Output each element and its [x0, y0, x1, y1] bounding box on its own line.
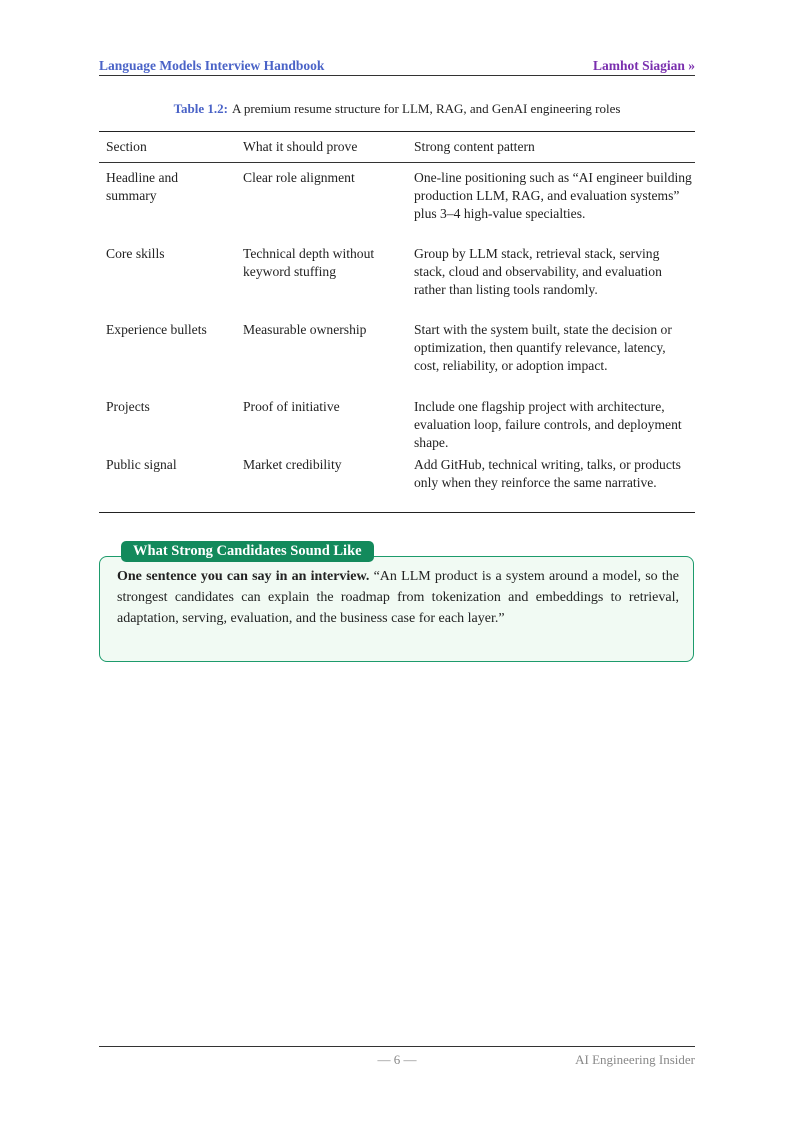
table-caption [99, 101, 695, 117]
column-header-section: Section [106, 139, 147, 154]
cell-pattern: One-line positioning such as “AI engineer building production LLM, RAG, and evaluation systems” plus 3–4 high-value specialties. [414, 170, 692, 222]
cell-section: Core skills [106, 246, 165, 261]
table-row [99, 315, 695, 392]
cell-section: Public signal [106, 457, 177, 472]
cell-section: Experience bullets [106, 322, 207, 337]
header-author: Lamhot Siagian » [592, 58, 695, 73]
callout-lead: One sentence you can say in an interview. [117, 569, 370, 584]
callout-body [117, 567, 679, 629]
resume-structure-table [99, 131, 695, 513]
callout-quote: “An LLM product is a system around a model, so the strongest candidates can explain the roadmap from tokenization and embeddings to retrieval, adaptation, serving, evaluation, and the business case for each layer.” [117, 569, 679, 626]
cell-section: Projects [106, 399, 150, 414]
page-number: — 6 — [377, 1052, 417, 1067]
cell-pattern: Add GitHub, technical writing, talks, or products only when they reinforce the same narrative. [414, 457, 681, 491]
header-book-title: Language Models Interview Handbook [99, 58, 325, 73]
cell-prove: Clear role alignment [243, 170, 355, 185]
table-caption-text: A premium resume structure for LLM, RAG, and GenAI engineering roles [231, 101, 621, 116]
column-header-prove: What it should prove [243, 139, 358, 154]
table-row [99, 163, 695, 239]
table-header-row [99, 132, 695, 163]
cell-prove: Proof of initiative [243, 399, 340, 414]
column-header-pattern: Strong content pattern [414, 139, 535, 154]
cell-pattern: Group by LLM stack, retrieval stack, serving stack, cloud and observability, and evaluation rather than listing tools randomly. [414, 246, 662, 298]
cell-pattern: Include one flagship project with architecture, evaluation loop, failure controls, and deployment shape. [414, 399, 682, 451]
table-row [99, 450, 695, 512]
callout-title: What Strong Candidates Sound Like [121, 541, 374, 562]
table-row [99, 392, 695, 450]
cell-section: Headline and summary [106, 170, 179, 204]
table-row [99, 239, 695, 315]
cell-pattern: Start with the system built, state the decision or optimization, then quantify relevance, latency, cost, reliability, or adoption impact. [414, 322, 672, 374]
cell-prove: Measurable ownership [243, 322, 367, 337]
table-caption-label: Table 1.2: [173, 101, 228, 116]
footer-publication: AI Engineering Insider [575, 1052, 695, 1067]
footer-rule [99, 1046, 695, 1047]
cell-prove: Market credibility [243, 457, 342, 472]
running-header [99, 57, 695, 76]
cell-prove: Technical depth without keyword stuffing [243, 246, 375, 280]
